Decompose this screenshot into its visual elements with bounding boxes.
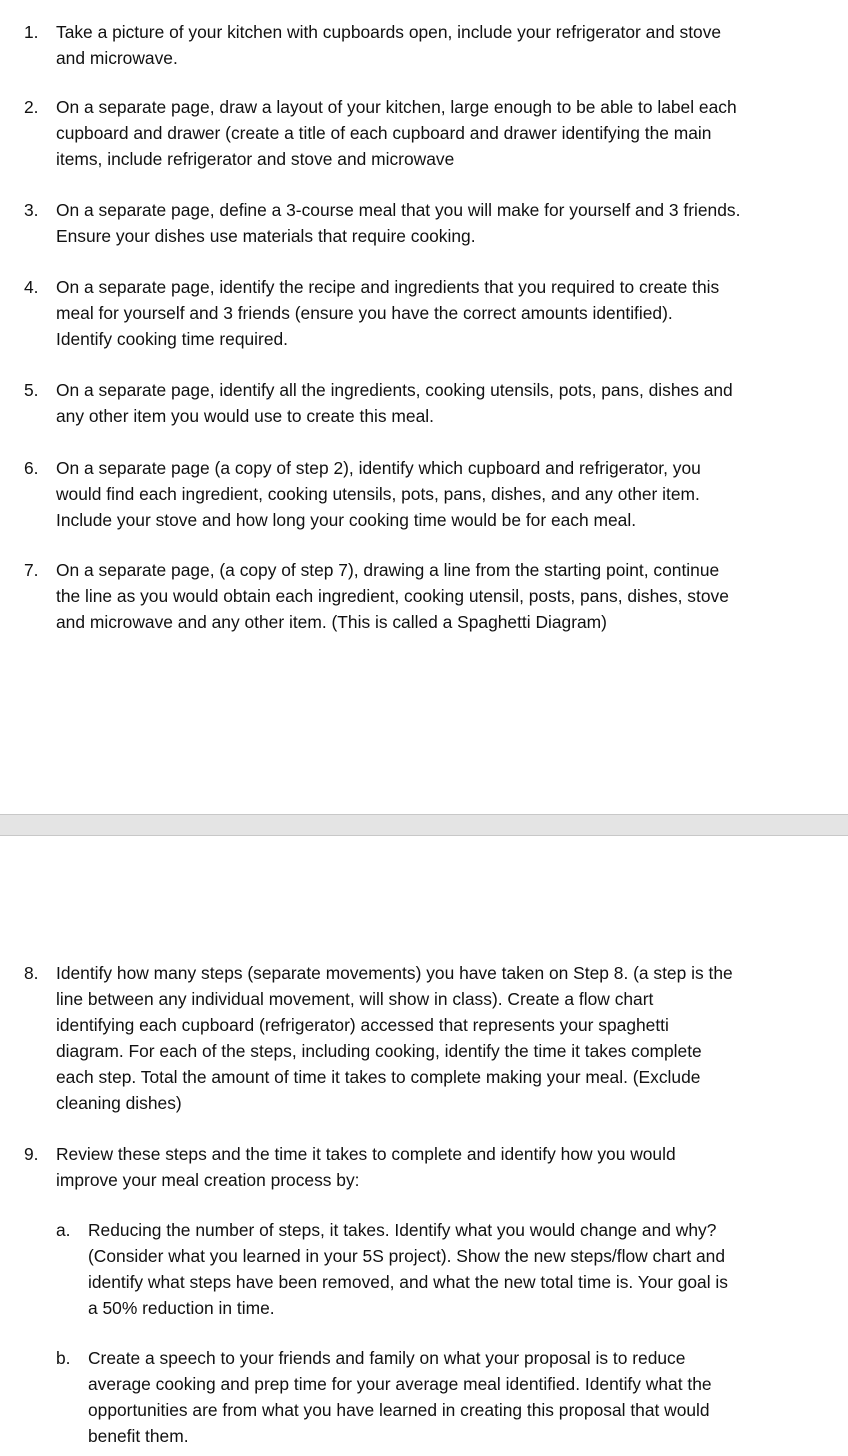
step-text: On a separate page, (a copy of step 7), drawing a line from the starting point, continue the line as you would obtain each ingredient, cooking utensil, posts, pans, dishes, stove and microwave and any other item. (This is called a Spaghetti Diagram): [56, 560, 729, 632]
step-text: On a separate page, define a 3-course meal that you will make for yourself and 3 friends. Ensure your dishes use materials that require cooking.: [56, 200, 741, 246]
step-number: 9.: [24, 1144, 39, 1164]
step-number: 5.: [24, 380, 39, 400]
substep-text: Reducing the number of steps, it takes. Identify what you would change and why? (Consider what you learned in your 5S project). Show the new steps/flow chart and identify what steps have been removed, and what the new total time is. Your goal is a 50% reduction in time.: [88, 1220, 728, 1318]
step-text: Identify how many steps (separate movements) you have taken on Step 8. (a step is the line between any individual movement, will show in class). Create a flow chart identifying each cupboard (refrigerator) accessed that represents your spaghetti diagram. For each of the steps, including cooking, identify the time it takes complete each step. Total the amount of time it takes to complete making your meal. (Exclude cleaning dishes): [56, 963, 733, 1113]
step-text: On a separate page, identify all the ingredients, cooking utensils, pots, pans, dishes and any other item you would use to create this meal.: [56, 380, 733, 426]
step-number: 2.: [24, 97, 39, 117]
step-text: On a separate page, identify the recipe and ingredients that you required to create this meal for yourself and 3 friends (ensure you have the correct amounts identified). Identify cooking time required.: [56, 277, 720, 349]
step-text: Take a picture of your kitchen with cupboards open, include your refrigerator and stove and microwave.: [56, 22, 722, 68]
step-text: On a separate page, draw a layout of your kitchen, large enough to be able to label each cupboard and drawer (create a title of each cupboard and drawer identifying the main items, include refrigerator and stove and microwave: [56, 97, 737, 169]
step-number: 8.: [24, 963, 39, 983]
substep-letter: b.: [56, 1348, 71, 1368]
step-number: 6.: [24, 458, 39, 478]
page-break: [0, 814, 848, 836]
step-number: 3.: [24, 200, 39, 220]
step-text: Review these steps and the time it takes to complete and identify how you would improve your meal creation process by:: [56, 1144, 676, 1190]
step-number: 7.: [24, 560, 39, 580]
step-number: 4.: [24, 277, 39, 297]
substep-letter: a.: [56, 1220, 71, 1240]
step-number: 1.: [24, 22, 39, 42]
substep-text: Create a speech to your friends and family on what your proposal is to reduce average cooking and prep time for your average meal identified. Identify what the opportunities are from what you have learned in creating this proposal that would benefit them.: [88, 1348, 712, 1446]
step-text: On a separate page (a copy of step 2), identify which cupboard and refrigerator, you would find each ingredient, cooking utensils, pots, pans, dishes, and any other item. Include your stove and how long your cooking time would be for each meal.: [56, 458, 701, 530]
document-page-2: [0, 836, 848, 1456]
